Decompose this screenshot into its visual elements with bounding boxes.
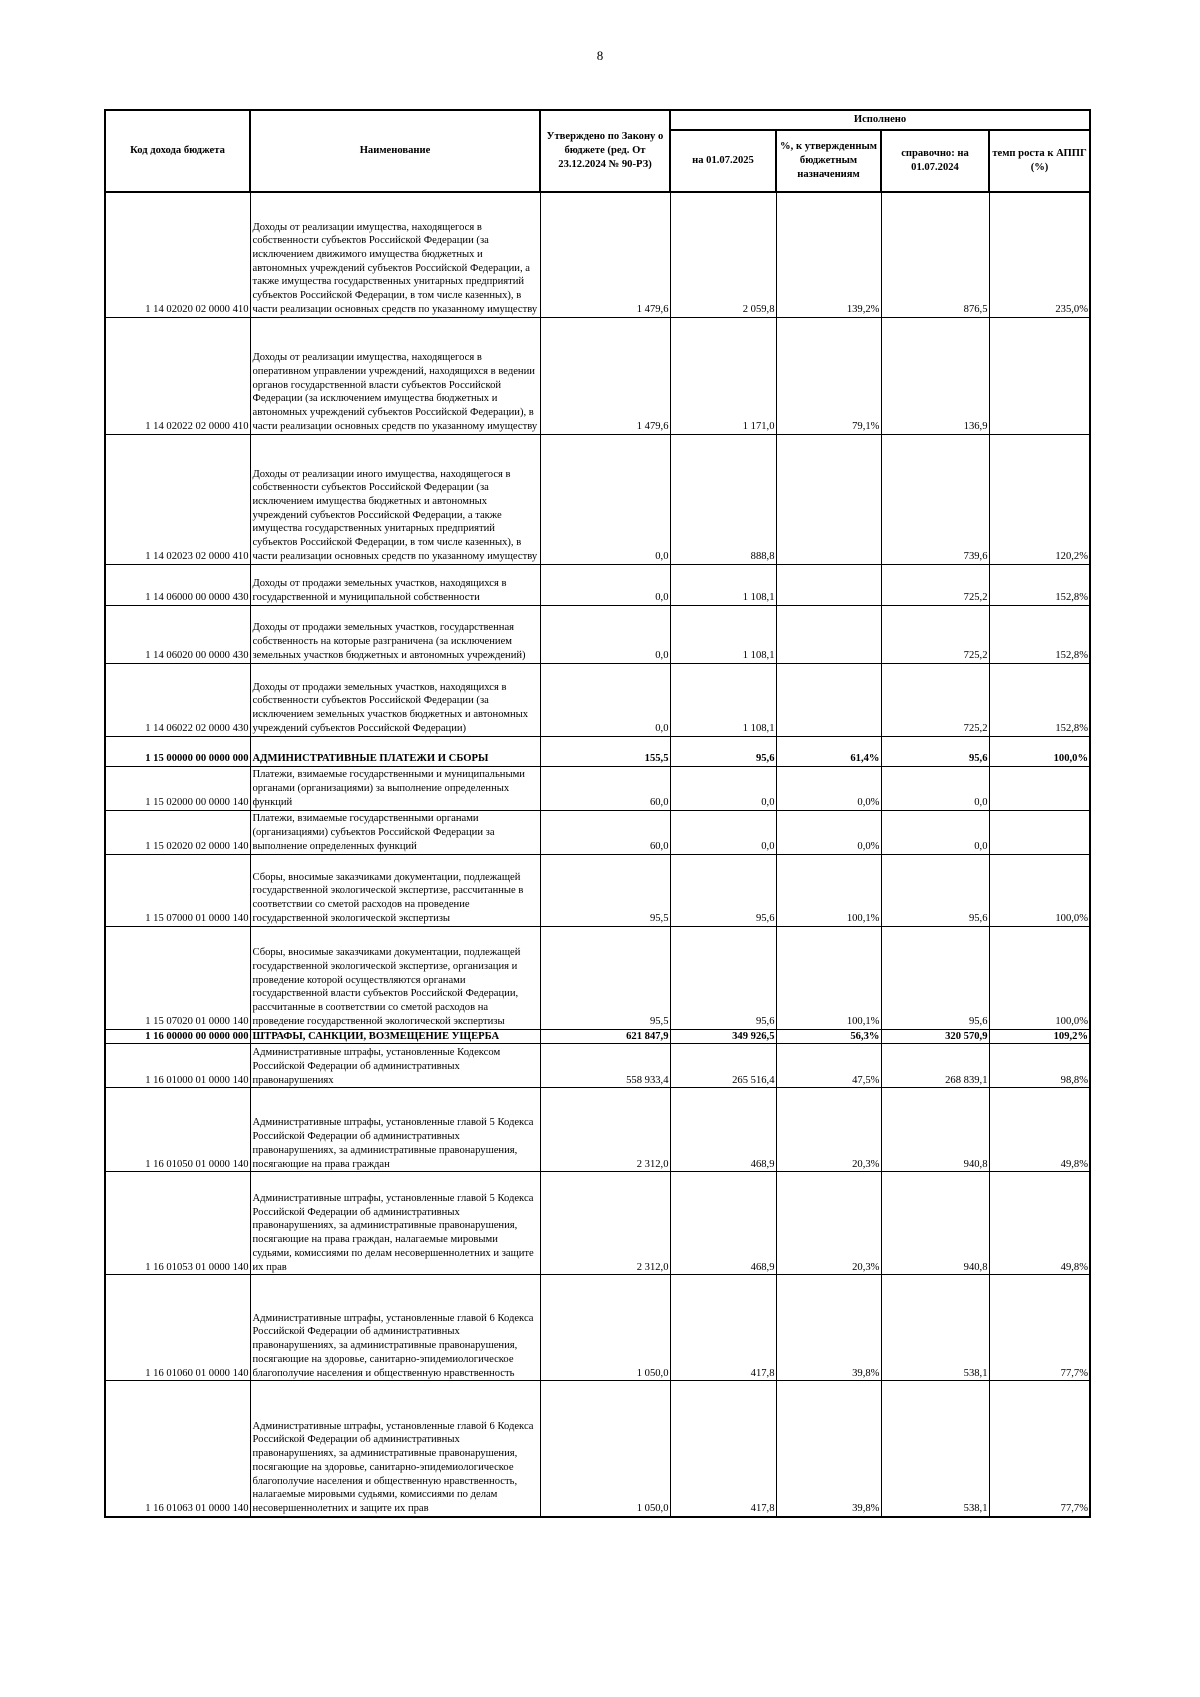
row-growth: 152,8% — [989, 663, 1090, 736]
row-growth: 152,8% — [989, 605, 1090, 663]
row-approved: 2 312,0 — [540, 1088, 670, 1172]
table-row — [105, 1088, 1090, 1172]
row-percent — [776, 663, 881, 736]
row-percent: 56,3% — [776, 1029, 881, 1044]
row-growth — [989, 317, 1090, 434]
row-reference: 136,9 — [881, 317, 989, 434]
row-growth: 100,0% — [989, 926, 1090, 1029]
row-approved: 95,5 — [540, 854, 670, 926]
row-approved: 1 479,6 — [540, 317, 670, 434]
row-executed: 1 108,1 — [670, 663, 776, 736]
row-approved: 0,0 — [540, 605, 670, 663]
row-code: 1 15 02020 02 0000 140 — [105, 810, 250, 854]
row-code: 1 16 01063 01 0000 140 — [105, 1381, 250, 1517]
row-growth: 235,0% — [989, 192, 1090, 317]
row-executed: 1 108,1 — [670, 564, 776, 605]
row-code: 1 14 06022 02 0000 430 — [105, 663, 250, 736]
row-percent: 139,2% — [776, 192, 881, 317]
row-approved: 0,0 — [540, 434, 670, 564]
table-row — [105, 317, 1090, 434]
row-percent: 20,3% — [776, 1088, 881, 1172]
row-executed: 2 059,8 — [670, 192, 776, 317]
row-reference: 268 839,1 — [881, 1044, 989, 1088]
row-code: 1 14 06000 00 0000 430 — [105, 564, 250, 605]
row-code: 1 14 02022 02 0000 410 — [105, 317, 250, 434]
row-reference: 725,2 — [881, 663, 989, 736]
row-name: ШТРАФЫ, САНКЦИИ, ВОЗМЕЩЕНИЕ УЩЕРБА — [250, 1029, 540, 1044]
row-percent: 20,3% — [776, 1172, 881, 1275]
table-row — [105, 854, 1090, 926]
row-reference: 940,8 — [881, 1088, 989, 1172]
row-code: 1 14 06020 00 0000 430 — [105, 605, 250, 663]
row-approved: 0,0 — [540, 564, 670, 605]
row-executed: 468,9 — [670, 1088, 776, 1172]
row-executed: 0,0 — [670, 810, 776, 854]
row-name: Платежи, взимаемые государственными органами (организациями) субъектов Российской Федерации за выполнение определенных функций — [250, 810, 540, 854]
row-executed: 95,6 — [670, 736, 776, 766]
row-reference: 95,6 — [881, 736, 989, 766]
row-reference: 0,0 — [881, 810, 989, 854]
row-code: 1 16 00000 00 0000 000 — [105, 1029, 250, 1044]
table-row — [105, 1044, 1090, 1088]
row-approved: 2 312,0 — [540, 1172, 670, 1275]
row-executed: 95,6 — [670, 854, 776, 926]
row-code: 1 14 02020 02 0000 410 — [105, 192, 250, 317]
row-executed: 888,8 — [670, 434, 776, 564]
row-approved: 1 050,0 — [540, 1275, 670, 1381]
table-row — [105, 926, 1090, 1029]
table-row — [105, 766, 1090, 810]
row-reference: 876,5 — [881, 192, 989, 317]
row-code: 1 16 01053 01 0000 140 — [105, 1172, 250, 1275]
page-number: 8 — [596, 48, 604, 63]
row-percent: 79,1% — [776, 317, 881, 434]
header-name: Наименование — [250, 110, 540, 192]
row-executed: 95,6 — [670, 926, 776, 1029]
row-reference: 95,6 — [881, 854, 989, 926]
row-percent: 100,1% — [776, 854, 881, 926]
row-executed: 349 926,5 — [670, 1029, 776, 1044]
row-percent: 47,5% — [776, 1044, 881, 1088]
table-row — [105, 1029, 1090, 1044]
row-name: Административные штрафы, установленные Кодексом Российской Федерации об административных правонарушениях — [250, 1044, 540, 1088]
header-on-date: на 01.07.2025 — [670, 130, 776, 192]
table-row — [105, 605, 1090, 663]
row-name: Сборы, вносимые заказчиками документации, подлежащей государственной экологической экспертизе, организация и проведение которой осуществляются органами государственной власти субъектов Российской Федерации, рассчитанные в соответствии со сметой расходов на проведение государственной экологической экспертизы — [250, 926, 540, 1029]
row-percent: 0,0% — [776, 766, 881, 810]
row-reference: 739,6 — [881, 434, 989, 564]
row-approved: 1 050,0 — [540, 1381, 670, 1517]
row-code: 1 15 07000 01 0000 140 — [105, 854, 250, 926]
table-row — [105, 1172, 1090, 1275]
row-executed: 1 108,1 — [670, 605, 776, 663]
row-approved: 60,0 — [540, 810, 670, 854]
table-body — [105, 192, 1090, 1517]
row-growth: 100,0% — [989, 736, 1090, 766]
table-row — [105, 1381, 1090, 1517]
row-code: 1 14 02023 02 0000 410 — [105, 434, 250, 564]
row-percent — [776, 605, 881, 663]
row-percent: 39,8% — [776, 1275, 881, 1381]
row-reference: 320 570,9 — [881, 1029, 989, 1044]
table-row — [105, 663, 1090, 736]
row-name: АДМИНИСТРАТИВНЫЕ ПЛАТЕЖИ И СБОРЫ — [250, 736, 540, 766]
row-name: Доходы от продажи земельных участков, находящихся в государственной и муниципальной собственности — [250, 564, 540, 605]
row-approved: 95,5 — [540, 926, 670, 1029]
row-code: 1 15 00000 00 0000 000 — [105, 736, 250, 766]
row-percent: 0,0% — [776, 810, 881, 854]
row-name: Сборы, вносимые заказчиками документации, подлежащей государственной экологической экспертизе, рассчитанные в соответствии со сметой расходов на проведение государственной экологической экспертизы — [250, 854, 540, 926]
row-executed: 1 171,0 — [670, 317, 776, 434]
row-approved: 558 933,4 — [540, 1044, 670, 1088]
row-name: Доходы от реализации имущества, находящегося в оперативном управлении учреждений, находящихся в ведении органов государственной власти субъектов Российской Федерации (за исключением имущества бюджетных и автономных учреждений субъектов Российской Федерации), в части реализации основных средств по указанному имуществу — [250, 317, 540, 434]
row-percent — [776, 434, 881, 564]
row-growth — [989, 810, 1090, 854]
header-percent: %, к утвержденным бюджетным назначениям — [776, 130, 881, 192]
header-growth: темп роста к АППГ (%) — [989, 130, 1090, 192]
header-approved: Утверждено по Закону о бюджете (ред. От 23.12.2024 № 90-РЗ) — [540, 110, 670, 192]
row-code: 1 16 01060 01 0000 140 — [105, 1275, 250, 1381]
table-row — [105, 564, 1090, 605]
row-code: 1 16 01000 01 0000 140 — [105, 1044, 250, 1088]
row-executed: 0,0 — [670, 766, 776, 810]
row-name: Доходы от реализации имущества, находящегося в собственности субъектов Российской Федерации (за исключением движимого имущества бюджетных и автономных учреждений субъектов Российской Федерации, а также имущества государственных унитарных предприятий субъектов Российской Федерации, в том числе казенных), в части реализации основных средств по указанному имуществу — [250, 192, 540, 317]
row-executed: 417,8 — [670, 1275, 776, 1381]
budget-table — [104, 109, 1091, 1518]
row-percent: 61,4% — [776, 736, 881, 766]
row-reference: 538,1 — [881, 1275, 989, 1381]
row-growth: 49,8% — [989, 1088, 1090, 1172]
row-percent: 100,1% — [776, 926, 881, 1029]
row-name: Административные штрафы, установленные главой 6 Кодекса Российской Федерации об административных правонарушениях, за административные правонарушения, посягающие на здоровье, санитарно-эпидемиологическое благополучие населения и общественную нравственность — [250, 1275, 540, 1381]
row-growth: 77,7% — [989, 1381, 1090, 1517]
row-reference: 0,0 — [881, 766, 989, 810]
row-name: Административные штрафы, установленные главой 5 Кодекса Российской Федерации об административных правонарушениях, за административные правонарушения, посягающие на права граждан, налагаемые мировыми судьями, комиссиями по делам несовершеннолетних и защите их прав — [250, 1172, 540, 1275]
table-row — [105, 192, 1090, 317]
row-growth: 100,0% — [989, 854, 1090, 926]
header-code: Код дохода бюджета — [105, 110, 250, 192]
table-row — [105, 434, 1090, 564]
row-growth: 120,2% — [989, 434, 1090, 564]
row-reference: 940,8 — [881, 1172, 989, 1275]
row-executed: 468,9 — [670, 1172, 776, 1275]
row-reference: 725,2 — [881, 605, 989, 663]
header-reference: справочно: на 01.07.2024 — [881, 130, 989, 192]
row-name: Доходы от продажи земельных участков, государственная собственность на которые разграничена (за исключением земельных участков бюджетных и автономных учреждений) — [250, 605, 540, 663]
table-header — [105, 110, 1090, 192]
row-percent: 39,8% — [776, 1381, 881, 1517]
row-name: Платежи, взимаемые государственными и муниципальными органами (организациями) за выполнение определенных функций — [250, 766, 540, 810]
row-growth: 98,8% — [989, 1044, 1090, 1088]
row-growth: 152,8% — [989, 564, 1090, 605]
row-name: Доходы от продажи земельных участков, находящихся в собственности субъектов Российской Федерации (за исключением земельных участков бюджетных и автономных учреждений субъектов Российской Федерации) — [250, 663, 540, 736]
row-growth: 109,2% — [989, 1029, 1090, 1044]
row-reference: 538,1 — [881, 1381, 989, 1517]
row-percent — [776, 564, 881, 605]
table-row — [105, 1275, 1090, 1381]
row-name: Доходы от реализации иного имущества, находящегося в собственности субъектов Российской Федерации (за исключением имущества бюджетных и автономных учреждений субъектов Российской Федерации, а также имущества государственных унитарных предприятий субъектов Российской Федерации, в том числе казенных), в части реализации основных средств по указанному имуществу — [250, 434, 540, 564]
table-row — [105, 736, 1090, 766]
row-code: 1 15 02000 00 0000 140 — [105, 766, 250, 810]
row-approved: 0,0 — [540, 663, 670, 736]
table-row — [105, 810, 1090, 854]
row-approved: 60,0 — [540, 766, 670, 810]
row-code: 1 16 01050 01 0000 140 — [105, 1088, 250, 1172]
row-code: 1 15 07020 01 0000 140 — [105, 926, 250, 1029]
row-executed: 265 516,4 — [670, 1044, 776, 1088]
row-executed: 417,8 — [670, 1381, 776, 1517]
row-reference: 725,2 — [881, 564, 989, 605]
row-growth — [989, 766, 1090, 810]
row-growth: 77,7% — [989, 1275, 1090, 1381]
row-growth: 49,8% — [989, 1172, 1090, 1275]
row-approved: 1 479,6 — [540, 192, 670, 317]
header-executed: Исполнено — [670, 110, 1090, 130]
row-approved: 621 847,9 — [540, 1029, 670, 1044]
row-approved: 155,5 — [540, 736, 670, 766]
row-name: Административные штрафы, установленные главой 5 Кодекса Российской Федерации об административных правонарушениях, за административные правонарушения, посягающие на права граждан — [250, 1088, 540, 1172]
row-reference: 95,6 — [881, 926, 989, 1029]
row-name: Административные штрафы, установленные главой 6 Кодекса Российской Федерации об административных правонарушениях, за административные правонарушения, посягающие на здоровье, санитарно-эпидемиологическое благополучие населения и общественную нравственность, налагаемые мировыми судьями, комиссиями по делам несовершеннолетних и защите их прав — [250, 1381, 540, 1517]
